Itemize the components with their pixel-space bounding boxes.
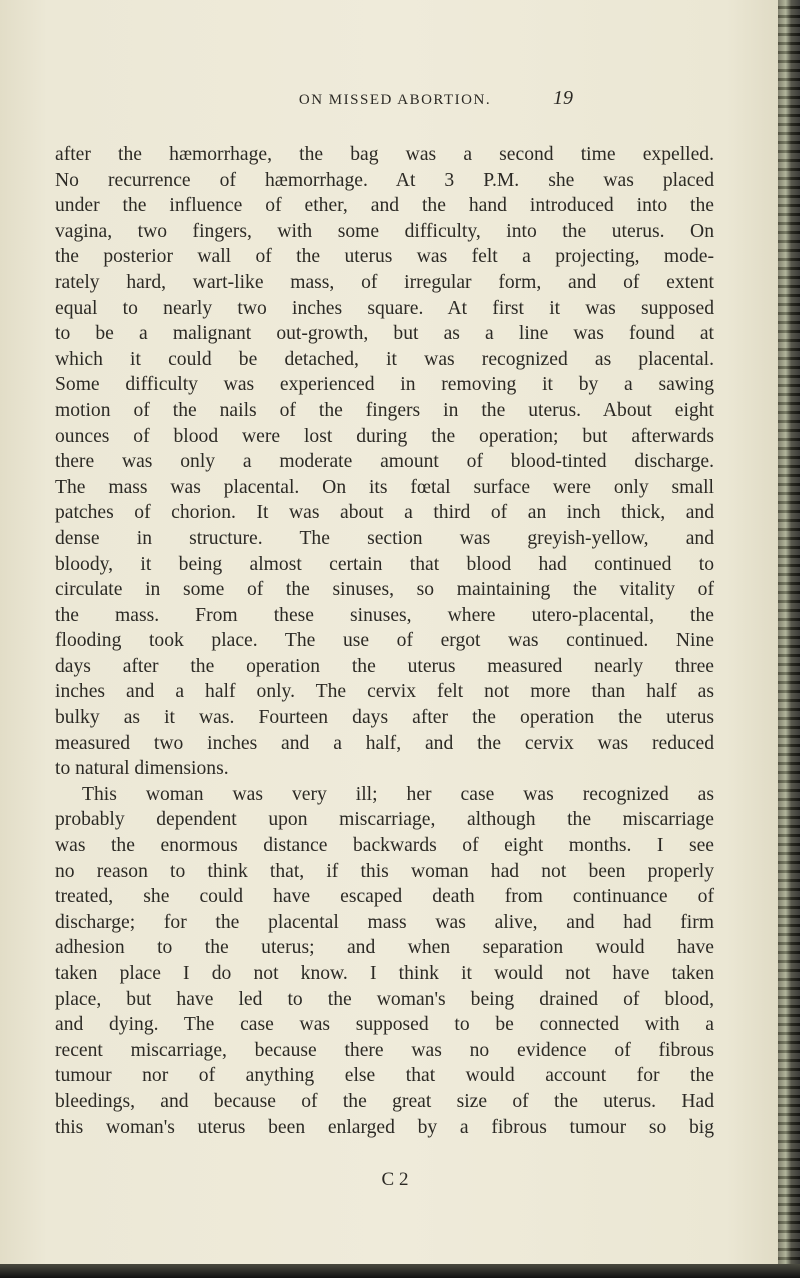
signature-mark: C 2 bbox=[381, 1169, 409, 1190]
text-line: this woman's uterus been enlarged by a fibrous tumour so big bbox=[55, 1116, 714, 1138]
page-header bbox=[0, 86, 790, 116]
text-line: place, but have led to the woman's being drained of blood, bbox=[55, 988, 714, 1010]
text-line: tumour nor of anything else that would account for the bbox=[55, 1065, 714, 1087]
text-line: equal to nearly two inches square. At first it was supposed bbox=[55, 297, 714, 319]
text-line: vagina, two fingers, with some difficulty, into the uterus. On bbox=[55, 220, 714, 242]
text-line: days after the operation the uterus measured nearly three bbox=[55, 655, 714, 677]
running-head: ON MISSED ABORTION. bbox=[298, 92, 492, 108]
text-line: the mass. From these sinuses, where utero-placental, the bbox=[55, 604, 714, 626]
text-line: recent miscarriage, because there was no evidence of fibrous bbox=[55, 1039, 714, 1061]
text-line: Some difficulty was experienced in removing it by a sawing bbox=[55, 374, 714, 396]
text-line: inches and a half only. The cervix felt not more than half as bbox=[55, 681, 714, 703]
text-line: no reason to think that, if this woman had not been properly bbox=[55, 860, 714, 882]
text-line: there was only a moderate amount of blood-tinted discharge. bbox=[55, 451, 714, 473]
text-line: the posterior wall of the uterus was felt a projecting, mode- bbox=[55, 246, 714, 268]
text-line: No recurrence of hæmorrhage. At 3 P.M. she was placed bbox=[55, 169, 714, 191]
text-line: adhesion to the uterus; and when separation would have bbox=[55, 937, 714, 959]
text-line: to natural dimensions. bbox=[55, 758, 229, 780]
text-line: motion of the nails of the fingers in the uterus. About eight bbox=[55, 399, 714, 421]
text-line: to be a malignant out-growth, but as a line was found at bbox=[55, 323, 714, 345]
text-line: which it could be detached, it was recognized as placental. bbox=[55, 348, 714, 370]
text-line: discharge; for the placental mass was alive, and had firm bbox=[55, 911, 714, 933]
text-line: circulate in some of the sinuses, so maintaining the vitality of bbox=[55, 579, 714, 601]
text-line: measured two inches and a half, and the cervix was reduced bbox=[55, 732, 714, 754]
text-line: after the hæmorrhage, the bag was a second time expelled. bbox=[55, 144, 714, 165]
text-line: was the enormous distance backwards of eight months. I see bbox=[55, 835, 714, 857]
text-line: rately hard, wart-like mass, of irregular form, and of extent bbox=[55, 271, 714, 293]
body-text bbox=[55, 142, 714, 1140]
text-line: treated, she could have escaped death from continuance of bbox=[55, 886, 714, 908]
text-line: flooding took place. The use of ergot was continued. Nine bbox=[55, 630, 714, 652]
text-line: bloody, it being almost certain that blood had continued to bbox=[55, 553, 714, 575]
text-line: taken place I do not know. I think it would not have taken bbox=[55, 963, 714, 984]
page-number: 19 bbox=[553, 87, 573, 109]
text-line: bleedings, and because of the great size of the uterus. Had bbox=[55, 1090, 714, 1112]
text-line: probably dependent upon miscarriage, although the miscarriage bbox=[55, 809, 714, 831]
text-line: and dying. The case was supposed to be connected with a bbox=[55, 1014, 714, 1036]
text-line: ounces of blood were lost during the operation; but afterwards bbox=[55, 425, 714, 447]
text-line: This woman was very ill; her case was recognized as bbox=[82, 783, 714, 805]
text-line: The mass was placental. On its fœtal surface were only small bbox=[55, 476, 714, 498]
book-binding-edge bbox=[778, 0, 800, 1278]
text-line: patches of chorion. It was about a third of an inch thick, and bbox=[55, 502, 714, 524]
text-line: dense in structure. The section was greyish-yellow, and bbox=[55, 527, 714, 549]
text-line: bulky as it was. Fourteen days after the operation the uterus bbox=[55, 707, 714, 729]
page-bottom-edge bbox=[0, 1264, 800, 1278]
text-line: under the influence of ether, and the hand introduced into the bbox=[55, 195, 714, 217]
